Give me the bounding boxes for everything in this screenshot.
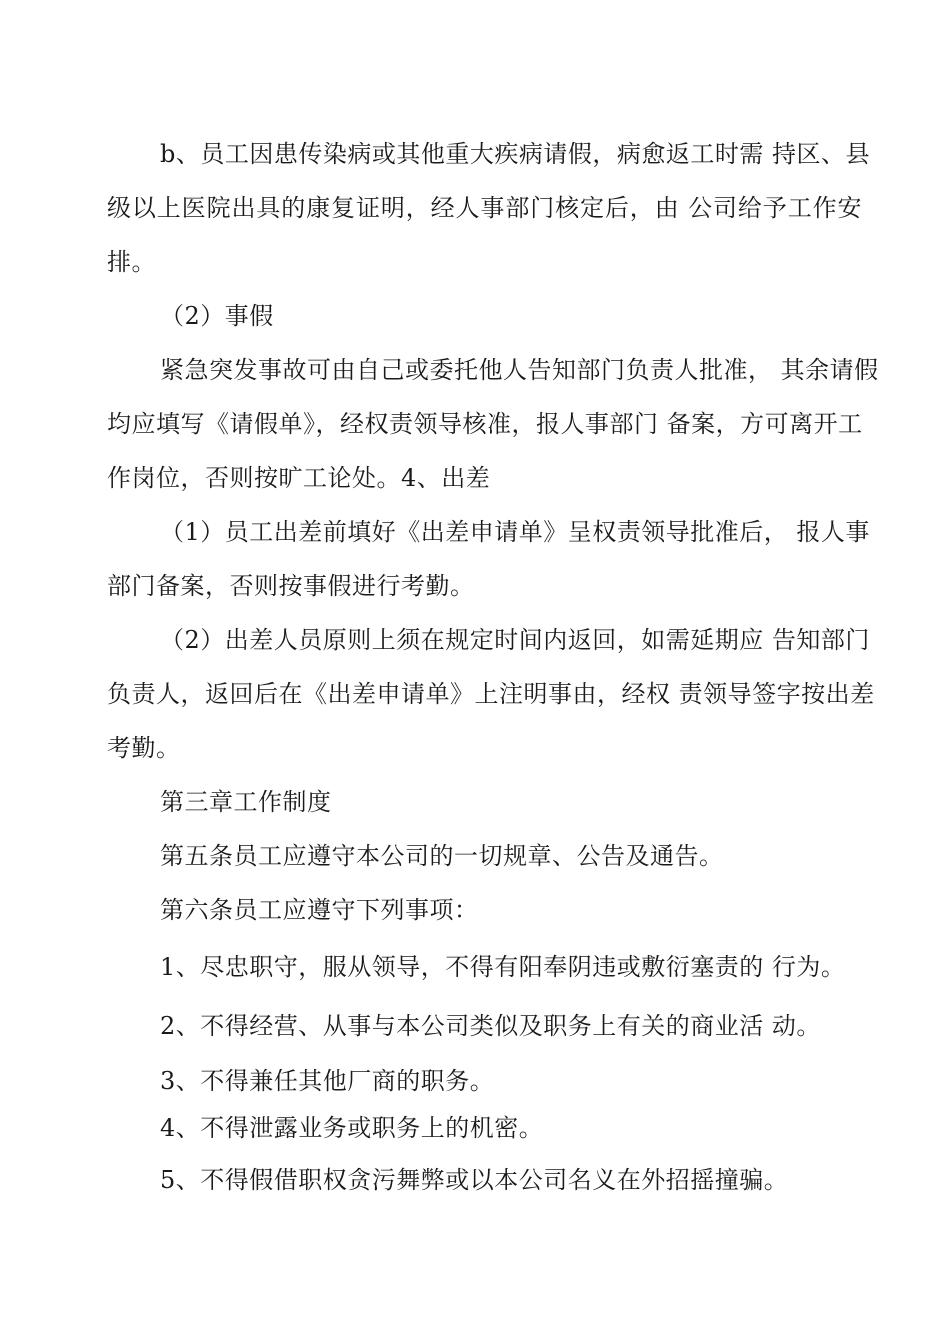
text-line: 级以上医院出具的康复证明，经人事部门核定后，由 公司给予工作安 <box>107 194 862 222</box>
list-item: 1、尽忠职守，服从领导，不得有阳奉阴违或敷衍塞责的 行为。 <box>160 953 846 981</box>
text-line: 均应填写《请假单》，经权责领导核准，报人事部门 备案，方可离开工 <box>107 410 863 438</box>
list-item: 5、不得假借职权贪污舞弊或以本公司名义在外招摇撞骗。 <box>160 1166 789 1194</box>
text-line: 排。 <box>107 248 156 276</box>
text-line: b、员工因患传染病或其他重大疾病请假，病愈返工时需 持区、县 <box>160 140 870 168</box>
text-line: 作岗位，否则按旷工论处。4、出差 <box>107 464 491 492</box>
list-item: 2、不得经营、从事与本公司类似及职务上有关的商业活 动。 <box>160 1012 821 1040</box>
list-item: 4、不得泄露业务或职务上的机密。 <box>160 1114 544 1142</box>
text-line: （2）事假 <box>160 302 274 330</box>
chapter-heading: 第三章工作制度 <box>160 788 332 816</box>
text-line: 负责人，返回后在《出差申请单》上注明事由，经权 责领导签字按出差 <box>107 680 875 708</box>
text-line: 紧急突发事故可由自己或委托他人告知部门负责人批准， 其余请假 <box>160 356 879 384</box>
text-line: 部门备案，否则按事假进行考勤。 <box>107 572 475 600</box>
text-line: 第六条员工应遵守下列事项： <box>160 896 479 924</box>
text-line: （1）员工出差前填好《出差申请单》呈权责领导批准后， 报人事 <box>160 518 870 546</box>
text-line: 第五条员工应遵守本公司的一切规章、公告及通告。 <box>160 842 724 870</box>
text-line: 考勤。 <box>107 734 181 762</box>
list-item: 3、不得兼任其他厂商的职务。 <box>160 1067 495 1095</box>
text-line: （2）出差人员原则上须在规定时间内返回，如需延期应 告知部门 <box>160 626 870 654</box>
